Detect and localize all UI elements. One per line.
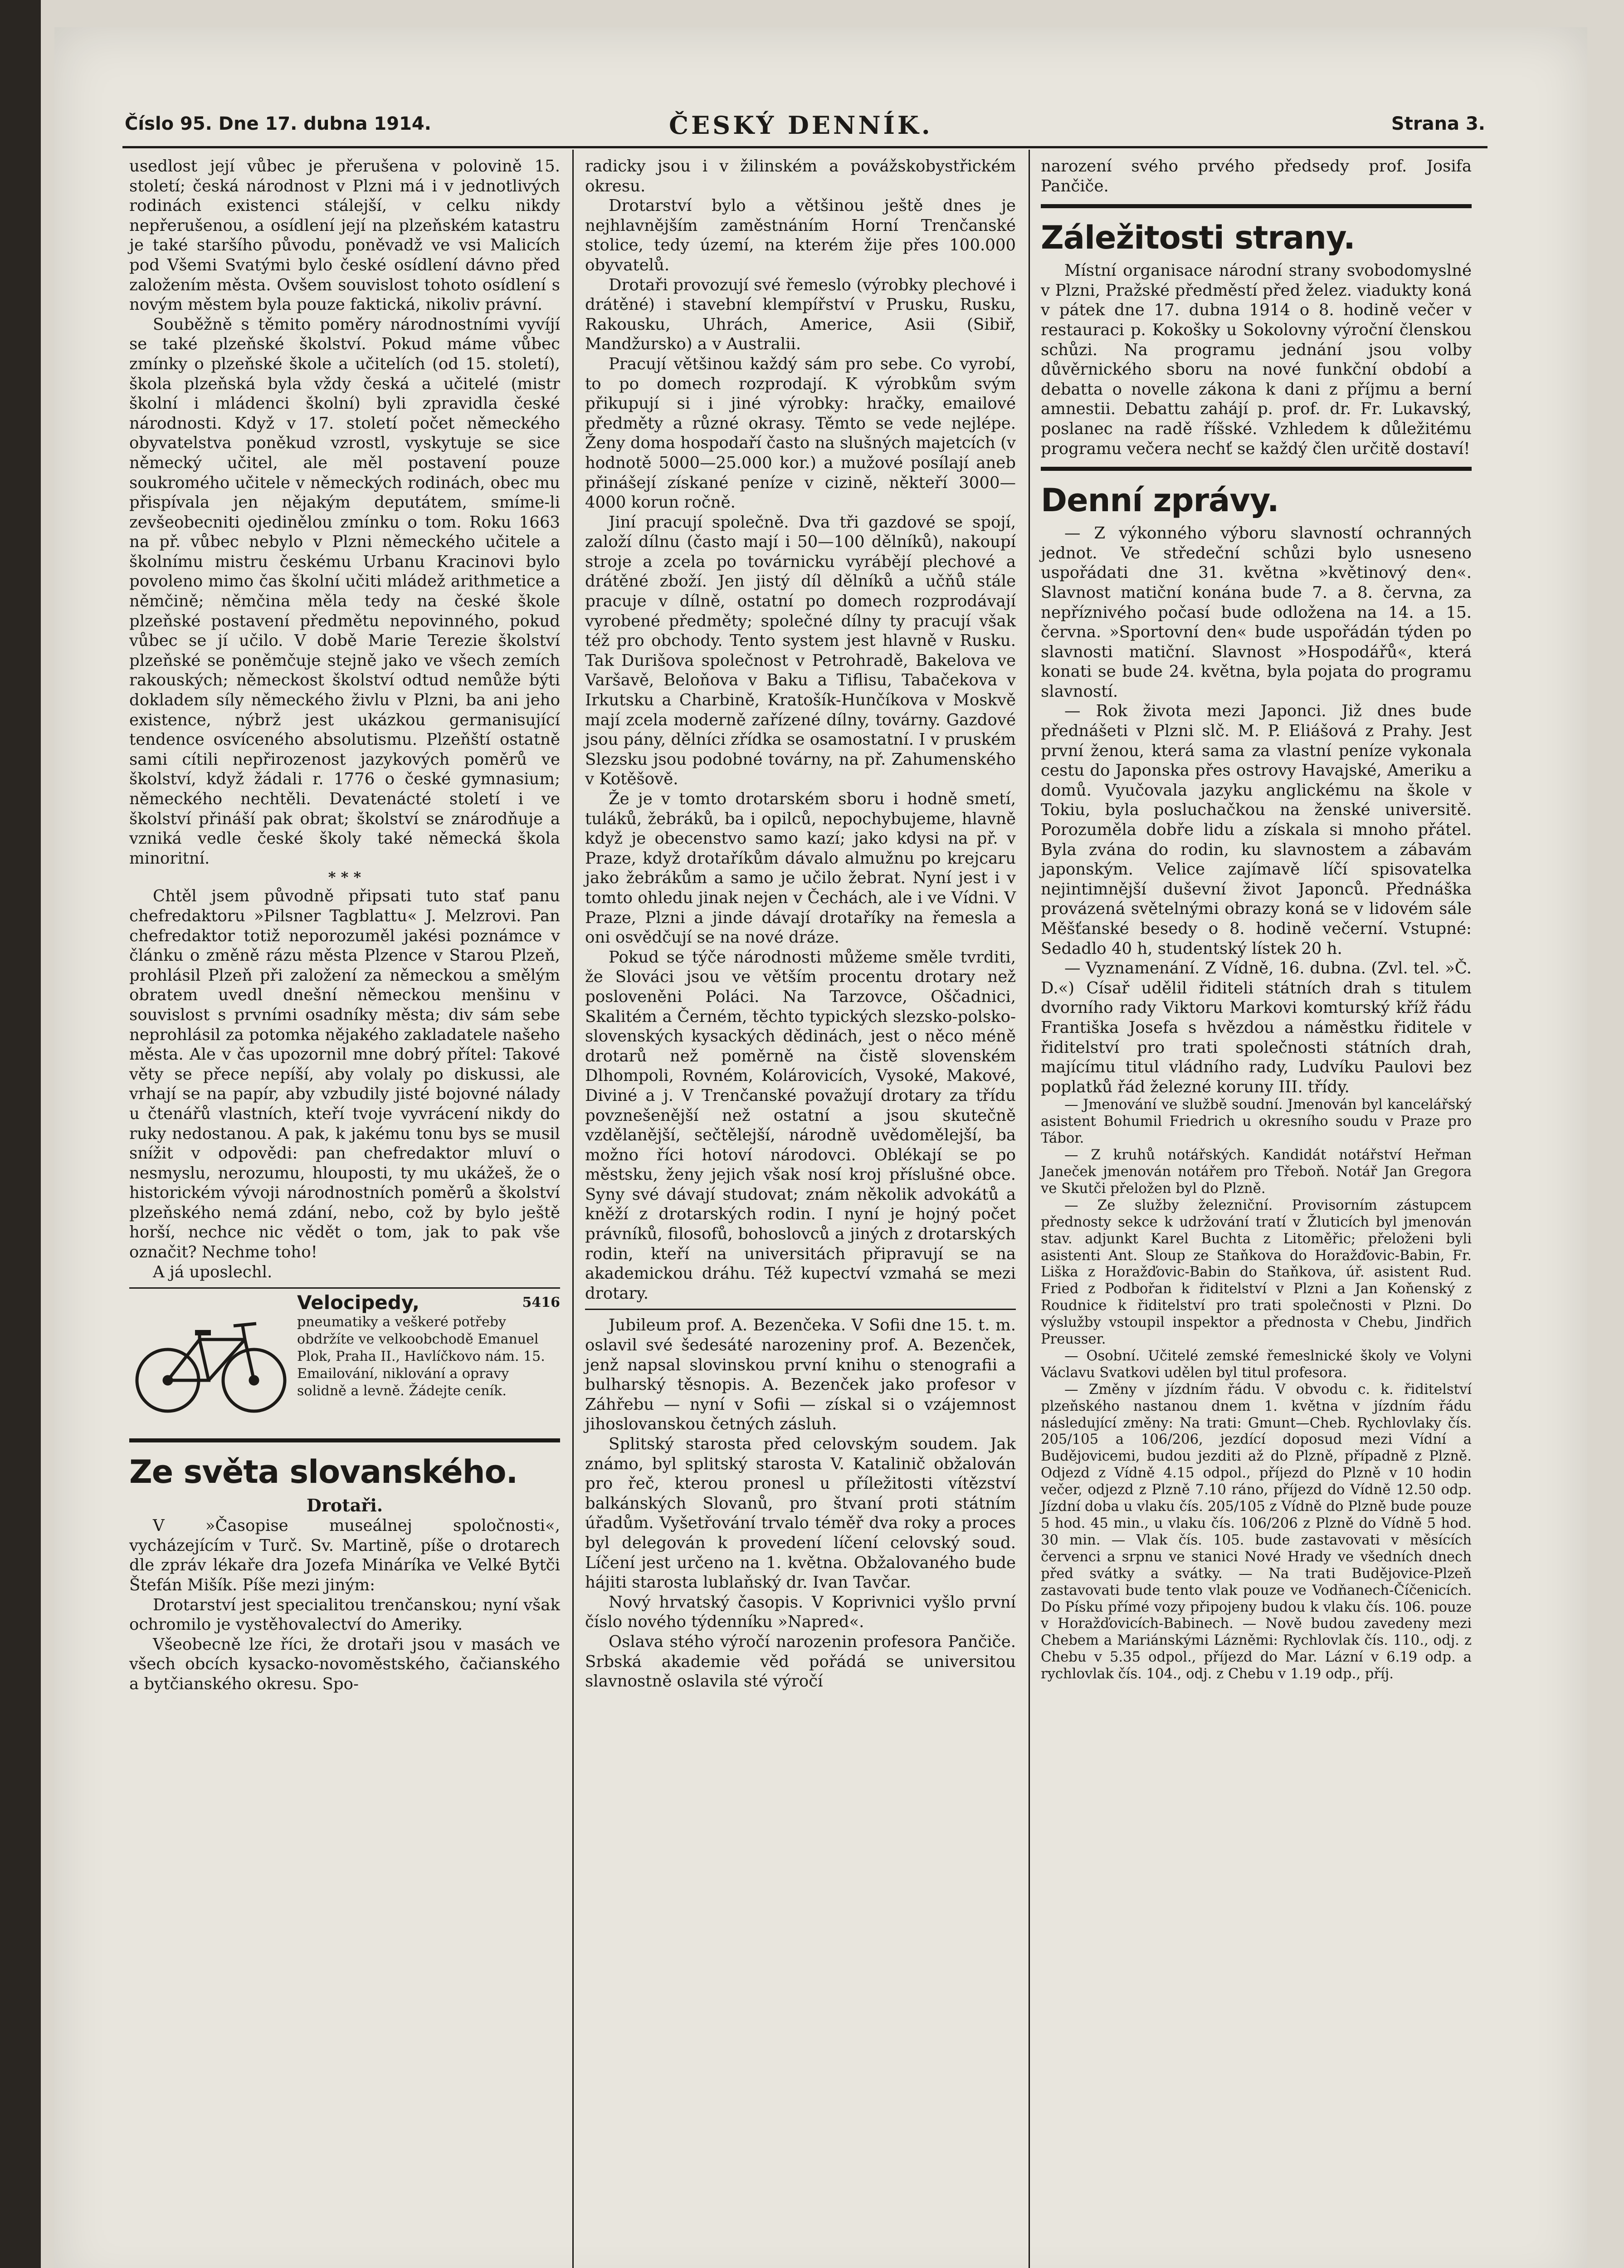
news-item: — Osobní. Učitelé zemské řemeslnické školy ve Volyni Václavu Svatkovi udělen byl titul profesora. xyxy=(1041,1348,1472,1381)
news-item: — Změny v jízdním řádu. V obvodu c. k. řiditelství plzeňského nastanou dnem 1. května v jízdním řádu následující změny: Na trati: Gmunt—Cheb. Rychlovlaky čís. 205/105 a 106/206, jezdící doposud mezi Vídní a Budějovicemi, budou jezditi až do Plzně, případně z Plzně. Odjezd z Vídně 4.15 odpol., příjezd do Plzně v 10 hodin večer, odjezd z Plzně 7.10 ráno, příjezd do Vídně 12.50 odp. Jízdní doba u vlaku čís. 205/105 z Vídně do Plzně bude pouze 5 hod. 45 min., u vlaku čís. 106/206 z Plzně do Vídně 5 hod. 30 min. — Vlak čís. 105. bude zastavovati v měsících červenci a srpnu ve stanici Nové Hrady ve všedních dnech před svátky a svátky. — Na trati Budějovice-Plzeň zastavovati bude tento vlak pouze ve Vodňanech-Číčenicích. Do Písku přímé vozy připojeny budou k vlaku čís. 106. pouze v Horažďovicích-Babinech. — Nově budou zavedeny mezi Chebem a Mariánskými Lázněmi: Rychlovlak čís. 110., odj. z Chebu v 5.35 odpol., příjezd do Mar. Lázní v 6.19 odp. a rychlovlak čís. 104., odj. z Chebu v 1.19 odp., příj. xyxy=(1041,1381,1472,1682)
paragraph: Drotarství bylo a většinou ještě dnes je nejhlavnějším zaměstnáním Horní Trenčanské stolice, tedy území, na kterém žije přes 100.000 obyvatelů. xyxy=(585,196,1016,274)
column-1 xyxy=(129,156,560,1694)
advertisement-number: 5416 xyxy=(522,1295,560,1311)
section-rule xyxy=(1041,204,1472,208)
paragraph: Drotarství jest specialitou trenčanskou; nyní však ochromilo je vystěhovalectví do Ameriky. xyxy=(129,1595,560,1634)
section-rule xyxy=(1041,467,1472,471)
newspaper-title: ČESKÝ DENNÍK. xyxy=(669,111,933,140)
news-item: — Z výkonného výboru slavností ochranných jednot. Ve středeční schůzi bylo usneseno uspořádati dne 31. května »květinový den«. Slavnost matiční konána bude 7. a 8. června, za nepříznivého počasí bude odložena na 14. a 15. června. »Sportovní den« bude uspořádán týden po slavnosti matiční. Slavnost »Hospodářů«, která konati se bude 24. května, byla pojata do programu slavností. xyxy=(1041,524,1472,701)
paragraph: Místní organisace národní strany svobodomyslné v Plzni, Pražské předměstí před želez. viadukty koná v pátek dne 17. dubna 1914 o 8. hodině večer v restauraci p. Kokošky u Sokolovny výroční členskou schůzi. Na programu jednání jsou volby důvěrnického sboru na nové funkční období a debatta o novelle zákona k dani z příjmu a berní amnestii. Debattu zahájí p. prof. dr. Fr. Lukavský, poslanec na radě říšské. Vzhledem k důležitému programu večera nechť se každý člen určitě dostaví! xyxy=(1041,261,1472,458)
news-item: — Vyznamenání. Z Vídně, 16. dubna. (Zvl. tel. »Č. D.«) Císař udělil řiditeli státních drah s titulem dvorního rady Viktoru Markovi komturský kříž řádu Františka Josefa s hvězdou a náměstku řiditele v řiditelství pro trati společnosti státních drah, majícímu titul vládního rady, Ludvíku Paulovi bez poplatků řád železné koruny III. třídy. xyxy=(1041,959,1472,1096)
advertisement-text xyxy=(297,1291,560,1400)
paragraph: narození svého prvého předsedy prof. Josifa Pančiče. xyxy=(1041,157,1472,196)
advertisement-title: Velocipedy, xyxy=(297,1291,419,1314)
paragraph: Pracují většinou každý sám pro sebe. Co vyrobí, to po domech rozprodají. K výrobkům svým přikupují si i jiné výrobky: hračky, emailové předměty a různé okrasy. Těmto se vede nejlépe. Ženy doma hospodaří často na slušných majetcích (v hodnotě 5000—25.000 kor.) a mužové posílají aneb přinášejí získané peníze v cizině, někteří 3000—4000 korun ročně. xyxy=(585,354,1016,512)
paragraph: Všeobecně lze říci, že drotaři jsou v masách ve všech obcích kysacko-novoměstského, čačianského a bytčianského okresu. Spo- xyxy=(129,1635,560,1693)
page-number: Strana 3. xyxy=(1391,113,1485,134)
section-rule xyxy=(129,1438,560,1442)
section-heading: Záležitosti strany. xyxy=(1041,219,1355,257)
paragraph: Souběžně s těmito poměry národnostními vyvíjí se také plzeňské školství. Pokud máme vůbec zmínky o plzeňské škole a učitelích (od 15. století), škola plzeňská byla vždy česká a učitelé (mistr školní i mládenci školní) byli zpravidla české národnosti. Když v 17. století počet německého obyvatelstva poněkud vzrostl, vyskytuje se sice německý učitel, ale měl postavení pouze soukromého učitele v německých rodinách, obec mu přispívala jen nějakým deputátem, smíme-li zevšeobecniti ojedinělou zmínku o tom. Roku 1663 na př. vůbec nebylo v Plzni německého učitele a školnímu mistru českému Urbanu Kracinovi bylo povoleno mimo čas školní učiti mládež arithmetice a němčině; němčina měla tedy na české škole plzeňské postavení předmětu nepovinného, pokud vůbec se jí učilo. V době Marie Terezie školství plzeňské se poněmčuje stejně jako ve všech zemích rakouských; německost školství odtud nemůže býti dokladem síly německého živlu v Plzni, ba ani jeho existence, nýbrž jest ukázkou germanisující tendence osvíceného absolutismu. Plzeňští ostatně sami cítili nepřirozenost jazykových poměrů ve školství, když žádali r. 1776 o české gymnasium; německého nechtěli. Devatenácté století i ve školství přináší pak obrat; školství se znárodňuje a vzniká vedle české školy také německá škola minoritní. xyxy=(129,315,560,868)
issue-info: Číslo 95. Dne 17. dubna 1914. xyxy=(125,113,431,134)
divider xyxy=(129,1287,560,1289)
column-separator xyxy=(1029,150,1030,2268)
paragraph: V »Časopise museálnej spoločnosti«, vycházejícím v Turč. Sv. Martině, píše o drotarech dle zpráv lékaře dra Jozefa Mináríka ve Velké Bytči Štefán Mišík. Píše mezi jiným: xyxy=(129,1516,560,1595)
paragraph: radicky jsou i v žilinském a povážskobystřickém okresu. xyxy=(585,157,1016,196)
paragraph: Chtěl jsem původně připsati tuto stať panu chefredaktoru »Pilsner Tagblattu« J. Melzrovi. Pan chefredaktor totiž neporozuměl jakési poznámce v článku o změně rázu města Plzence v Starou Plzeň, prohlásil Plzeň při založení za německou a smělým obratem uvedl dnešní německou menšinu v souvislost s prvními osadníky města; div sám sebe neprohlásil za potomka nějakého zakladatele našeho města. Ale v čas upozornil mne dobrý přítel: Takové věty se přece nepíší, aby volaly po diskussi, ale vrhají se na papír, aby vzbudily jisté bojovné nálady u čtenářů vlastních, kteří tvoje vyvrácení nikdy do ruky nedostanou. A pak, k jakému tonu bys se musil snížit v odpovědi: pan chefredaktor mluví o nesmyslu, nerozumu, hlouposti, ty mu ukážeš, že o historickém vývoji národnostních poměrů a školství plzeňského nemá zdání, nebo, což by bylo ještě horší, nechce nic vědět o tom, jak to pak vše označit? Nechme toho! xyxy=(129,887,560,1262)
news-item: Oslava stého výročí narozenin profesora Pančiče. Srbská akademie věd pořádá se universitou slavnostně oslavila sté výročí xyxy=(585,1632,1016,1691)
bicycle-icon xyxy=(132,1312,290,1417)
paragraph: Jiní pracují společně. Dva tři gazdové se spojí, založí dílnu (často mají i 50—100 dělníků), nakoupí stroje a zcela po továrnicku vyrábějí plechové a drátěné zboží. Jen jistý díl dělníků a učňů stále pracuje v dílně, ostatní po domech rozprodávají vyrobené předměty; společné dílny ty pracují však též pro obchody. Tento system jest hlavně v Rusku. Tak Durišova společnost v Petrohradě, Bakelova ve Varšavě, Beloňova v Baku a Tiflisu, Tabačekova v Irkutsku a Charbině, Kratošík-Hunčíkova v Moskvě mají zcela moderně zařízené dílny, továrny. Gazdové jsou pány, dělníci zřídka se osamostatní. I v pruském Slezsku jsou podobné továrny, na př. Zahumenského v Kotěšově. xyxy=(585,513,1016,789)
news-item: — Jmenování ve službě soudní. Jmenován byl kancelářský asistent Bohumil Friedrich u okresního soudu v Praze pro Tábor. xyxy=(1041,1097,1472,1147)
paragraph: Že je v tomto drotarském sboru i hodně smetí, tuláků, žebráků, ba i opilců, nepochybujeme, hlavně když je obecenstvo samo kazí; jako kdysi na př. v Praze, když drotaříkům dávalo almužnu po krejcaru jako žebrákům a samo je učilo žebrat. Nyní jest i v tomto ohledu jinak nejen v Čechách, ale i ve Vídni. V Praze, Plzni a jinde dávají drotaříky na řemesla a oni osvědčují se na nové dráze. xyxy=(585,790,1016,947)
news-item: — Ze služby železniční. Provisorním zástupcem přednosty sekce k udržování tratí v Žluticích byl jmenován stav. adjunkt Karel Buchta z Litoměřic; přeloženi byli asistenti Ant. Sloup ze Staňkova do Horažďovic-Babin, Fr. Liška z Horažďovic-Babin do Staňkova, úř. asistent Rud. Fried z Podbořan k řiditelství v Plzni a Jan Koňenský z Roudnice k řiditelství pro trati společnosti v Plzni. Do výslužby vstoupil inspektor a přednosta v Chebu, Jindřich Preusser. xyxy=(1041,1197,1472,1348)
binding-edge xyxy=(0,0,41,2268)
section-heading: Denní zprávy. xyxy=(1041,482,1279,519)
advertisement-body: pneumatiky a veškeré potřeby obdržíte ve velkoobchodě Emanuel Plok, Praha II., Havlíčkovo nám. 15. Emailování, niklování a opravy solidně a levně. Žádejte ceník. xyxy=(297,1314,545,1399)
paragraph: Pokud se týče národnosti můžeme směle tvrditi, že Slováci jsou ve větším procentu drotary než posloveněni Poláci. Na Tarzovce, Oščadnici, Skalitém a Černém, těchto typických slezsko-polsko-slovenských kysackých dědinách, jest o něco méně drotarů než poměrně na čistě slovenském Dlhompoli, Rovném, Kolárovicích, Vysoké, Makové, Diviné a j. V Trenčanské považují drotary za třídu povznešenější než ostatní a jsou skutečně vzdělanější, sečtělejší, národně uvědomělejší, ba možno říci hotoví národovci. Oblékají se po městsku, ženy jejich však nosí kroj příslušné obce. Syny své dávají studovat; znám několik advokátů a kněží z drotarských rodin. I nyní je hojný počet právníků, filosofů, bohoslovců a jiných z drotarských rodin, kteří na universitách připravují se na akademickou dráhu. Též kupectví vzmahá se mezi drotary. xyxy=(585,948,1016,1303)
column-2 xyxy=(585,156,1016,1691)
paragraph: usedlost její vůbec je přerušena v polovině 15. století; česká národnost v Plzni má i v jednotlivých rodinách existenci stálejší, v celku nikdy nepřerušenou, a osídlení její na plzeňském katastru je také staršího původu, poněvadž ve vsi Malicích pod Všemi Svatými bylo české osídlení dávno před založením města. Ovšem souvislost tohoto osídlení s novým městem byla pouze faktická, nikoliv právní. xyxy=(129,157,560,314)
column-separator xyxy=(572,150,574,2268)
article-subtitle: Drotaři. xyxy=(306,1495,383,1516)
separator-stars: * * * xyxy=(328,869,361,886)
small-print xyxy=(1041,1097,1472,1683)
header-rule xyxy=(122,146,1487,148)
section-heading: Ze světa slovanského. xyxy=(129,1453,518,1491)
advertisement-bicycles xyxy=(129,1291,560,1430)
news-item: — Rok života mezi Japonci. Již dnes bude přednášeti v Plzni slč. M. P. Eliášová z Prahy. Jest první ženou, která sama za vlastní peníze vykonala cestu do Japonska přes ostrovy Havajské, Ameriku a domů. Vyučovala jazyku anglickému na škole v Tokiu, byla posluchačkou na ženské universitě. Porozuměla dobře lidu a získala si mnoho přátel. Byla zvána do rodin, ku slavnostem a zábavám japonským. Velice zajímavě líčí spisovatelka nejintimnější duševní život Japonců. Přednáška provázená světelnými obrazy koná se v lidovém sále Měšťanské besedy o 8. hodině večerní. Vstupné: Sedadlo 40 h, studentský lístek 20 h. xyxy=(1041,702,1472,958)
paragraph: Drotaři provozují své řemeslo (výrobky plechové i drátěné) i stavební klempířství v Prusku, Rusku, Rakousku, Uhrách, Americe, Asii (Sibiř, Mandžursko) a v Australii. xyxy=(585,275,1016,354)
news-item: Jubileum prof. A. Bezenčeka. V Sofii dne 15. t. m. oslavil své šedesáté narozeniny prof. A. Bezenček, jenž napsal slovinskou první knihu o stenografii a bulharský těsnopis. A. Bezenček jako profesor v Záhřebu — nyní v Sofii — získal si o vzájemnost jihoslovanskou četných zásluh. xyxy=(585,1316,1016,1434)
column-3 xyxy=(1041,156,1472,1683)
paragraph: A já uposlechl. xyxy=(153,1262,273,1281)
news-item: Splitský starosta před celovským soudem. Jak známo, byl splitský starosta V. Katalinič obžalován pro řeč, kterou pronesl u příležitosti vítězství balkánských Slovanů, pro štvaní proti státním úřadům. Vyšetřování trvalo téměř dva roky a proces byl delegován k provedení líčení celovský soud. Líčení jest určeno na 1. května. Obžalovaného bude hájiti starosta lublaňský dr. Ivan Tavčar. xyxy=(585,1435,1016,1592)
divider xyxy=(585,1309,1016,1310)
news-item: Nový hrvatský časopis. V Koprivnici vyšlo první číslo nového týdenníku »Napred«. xyxy=(585,1593,1016,1632)
page-header xyxy=(125,109,1485,141)
news-item: — Z kruhů notářských. Kandidát notářství Heřman Janeček jmenován notářem pro Třeboň. Notář Jan Gregora ve Skutči přeložen byl do Plzně. xyxy=(1041,1147,1472,1197)
